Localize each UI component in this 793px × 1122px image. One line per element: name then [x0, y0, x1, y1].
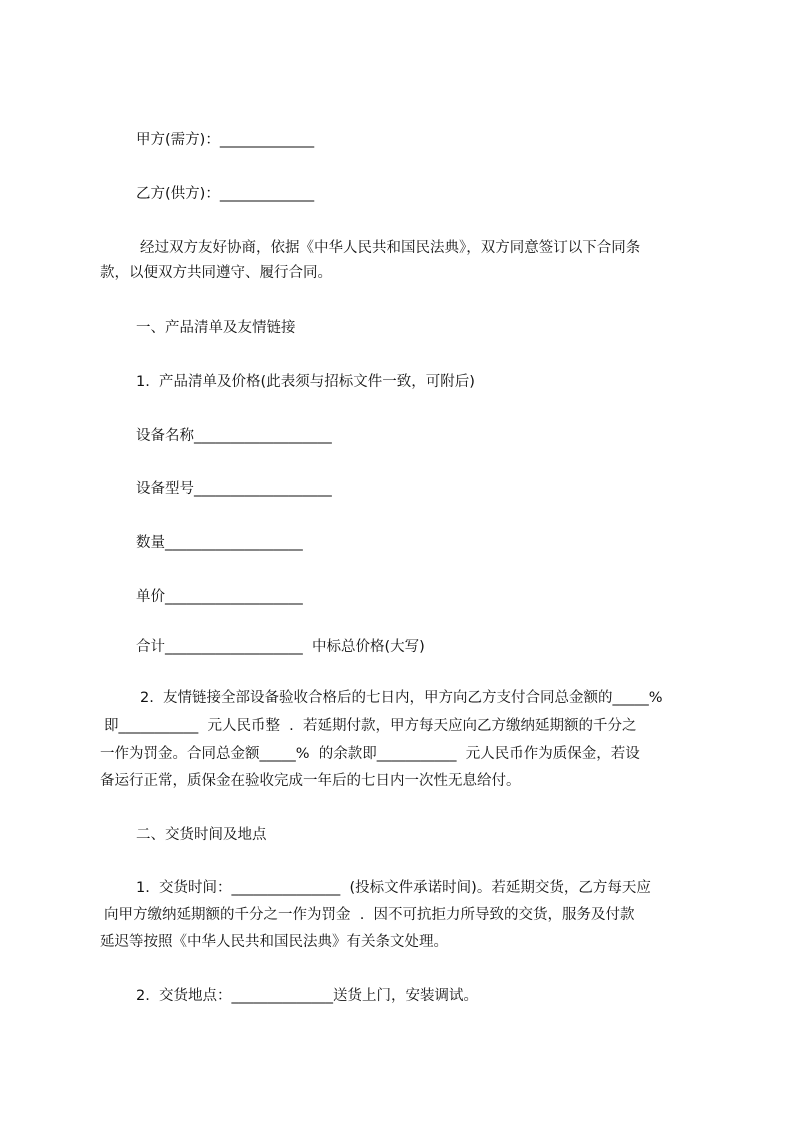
section1-item2-line-3: 一作为罚金。合同总金额_____% 的余款即___________ 元人民币作为质保金，若设	[100, 746, 640, 762]
intro-line-1: 经过双方友好协商，依据《中华人民共和国民法典》，双方同意签订以下合同条	[140, 240, 641, 256]
field-quantity: 数量___________________	[136, 535, 303, 551]
party-a-line: 甲方(需方)：_____________	[136, 132, 315, 148]
section2-item2: 2. 交货地点：______________送货上门，安装调试。	[136, 988, 479, 1004]
section1-item2-line-1: 2. 友情链接全部设备验收合格后的七日内，甲方向乙方支付合同总金额的_____%	[140, 690, 663, 706]
field-device-name: 设备名称___________________	[136, 428, 332, 444]
section1-item1: 1. 产品清单及价格(此表须与招标文件一致，可附后)	[136, 374, 475, 390]
intro-line-2: 款，以便双方共同遵守、履行合同。	[100, 265, 332, 281]
section1-item2-line-2: 即___________ 元人民币整 . 若延期付款，甲方每天应向乙方缴纳延期额的千分之	[104, 718, 637, 734]
field-total: 合计___________________ 中标总价格(大写)	[136, 639, 425, 655]
section2-item1-line-2: 向甲方缴纳延期额的千分之一作为罚金 . 因不可抗拒力所导致的交货，服务及付款	[104, 907, 635, 923]
field-unit-price: 单价___________________	[136, 589, 303, 605]
section2-item1-line-1: 1. 交货时间：_______________ (投标文件承诺时间)。若延期交货，乙方每天应	[136, 880, 651, 896]
section1-heading: 一、产品清单及友情链接	[136, 320, 296, 336]
section2-item1-line-3: 延迟等按照《中华人民共和国民法典》有关条文处理。	[100, 934, 448, 950]
field-device-model: 设备型号___________________	[136, 481, 332, 497]
section1-item2-line-4: 备运行正常，质保金在验收完成一年后的七日内一次性无息给付。	[100, 773, 521, 789]
section2-heading: 二、交货时间及地点	[136, 827, 267, 843]
party-b-line: 乙方(供方)：_____________	[136, 186, 315, 202]
